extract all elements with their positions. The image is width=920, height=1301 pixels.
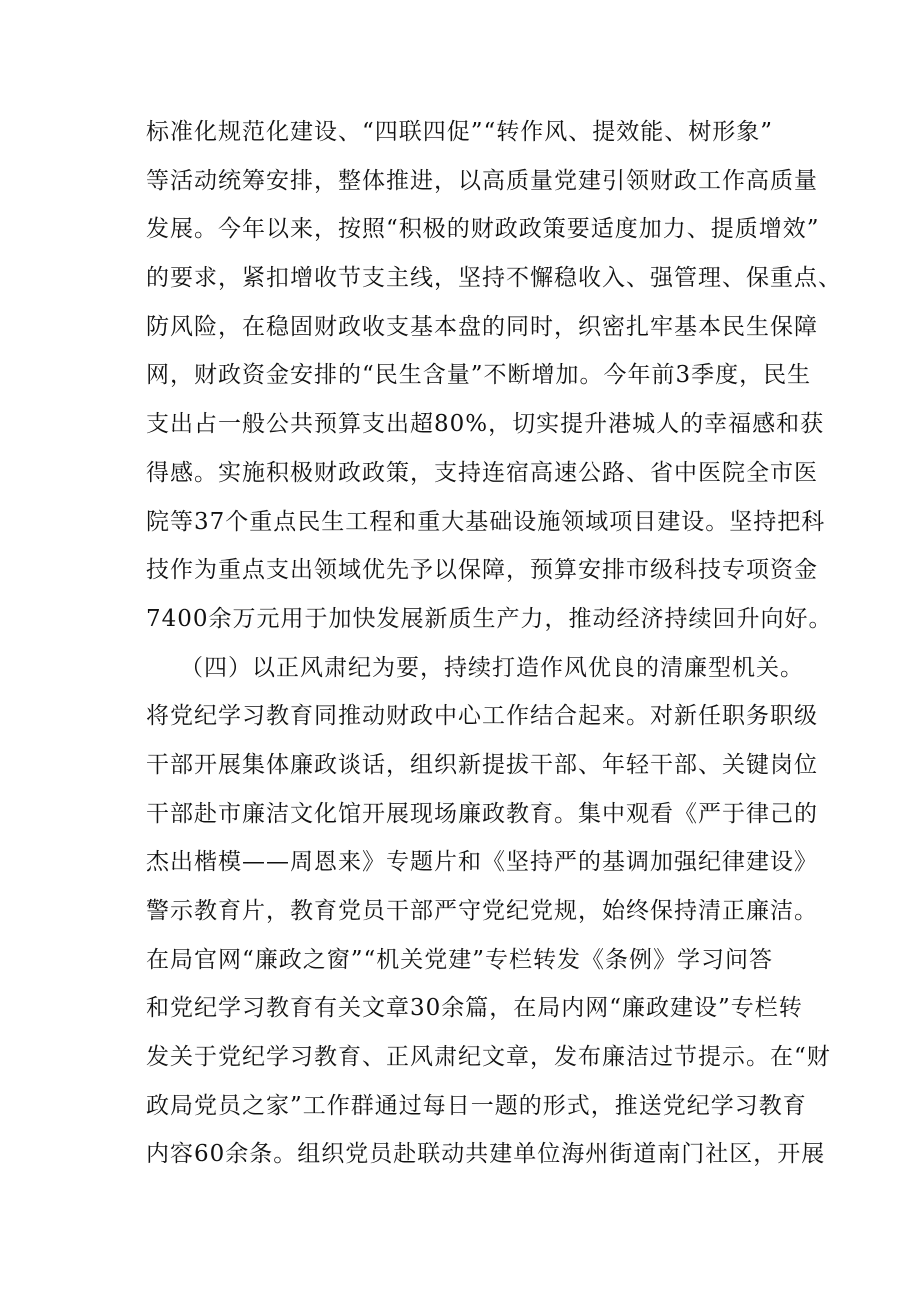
text-line: 和党纪学习教育有关文章30余篇，在局内网“廉政建设”专栏转: [146, 995, 803, 1022]
text-line: 将党纪学习教育同推动财政中心工作结合起来。对新任职务职级: [146, 703, 818, 730]
text-line: 支出占一般公共预算支出超80%，切实提升港城人的幸福感和获: [146, 411, 825, 438]
text-line: 的要求，紧扣增收节支主线，坚持不懈稳收入、强管理、保重点、: [146, 265, 842, 292]
text-line: 网，财政资金安排的“民生含量”不断增加。今年前3季度，民生: [146, 362, 812, 389]
text-line: 发关于党纪学习教育、正风肃纪文章，发布廉洁过节提示。在“财: [146, 1044, 831, 1071]
text-line: 技作为重点支出领域优先予以保障，预算安排市级科技专项资金: [146, 557, 818, 584]
text-line: 杰出楷模——周恩来》专题片和《坚持严的基调加强纪律建设》: [146, 849, 818, 876]
text-line: 干部开展集体廉政谈话，组织新提拔干部、年轻干部、关键岗位: [146, 751, 818, 778]
text-line: 等活动统筹安排，整体推进，以高质量党建引领财政工作高质量: [146, 167, 818, 194]
text-line: 标准化规范化建设、“四联四促”“转作风、提效能、树形象”: [146, 119, 774, 145]
text-line: 在局官网“廉政之窗”“机关党建”专栏转发《条例》学习问答: [146, 946, 774, 973]
text-line: 内容60余条。组织党员赴联动共建单位海州街道南门社区，开展: [146, 1141, 826, 1168]
text-line: 政局党员之家”工作群通过每日一题的形式，推送党纪学习教育: [146, 1092, 807, 1119]
text-line: 得感。实施积极财政政策，支持连宿高速公路、省中医院全市医: [146, 459, 818, 486]
section-heading: （四）以正风肃纪为要，持续打造作风优良的清廉型机关。: [180, 654, 804, 681]
text-line: 院等37个重点民生工程和重大基础设施领域项目建设。坚持把科: [146, 508, 826, 535]
text-line: 发展。今年以来，按照“积极的财政政策要适度加力、提质增效”: [146, 216, 820, 243]
body-text: [146, 108, 842, 1179]
text-line: 7400余万元用于加快发展新质生产力，推动经济持续回升向好。: [146, 605, 833, 632]
text-line: 防风险，在稳固财政收支基本盘的同时，织密扎牢基本民生保障: [146, 313, 818, 340]
text-line: 干部赴市廉洁文化馆开展现场廉政教育。集中观看《严于律己的: [146, 800, 818, 827]
text-line: 警示教育片，教育党员干部严守党纪党规，始终保持清正廉洁。: [146, 898, 818, 924]
